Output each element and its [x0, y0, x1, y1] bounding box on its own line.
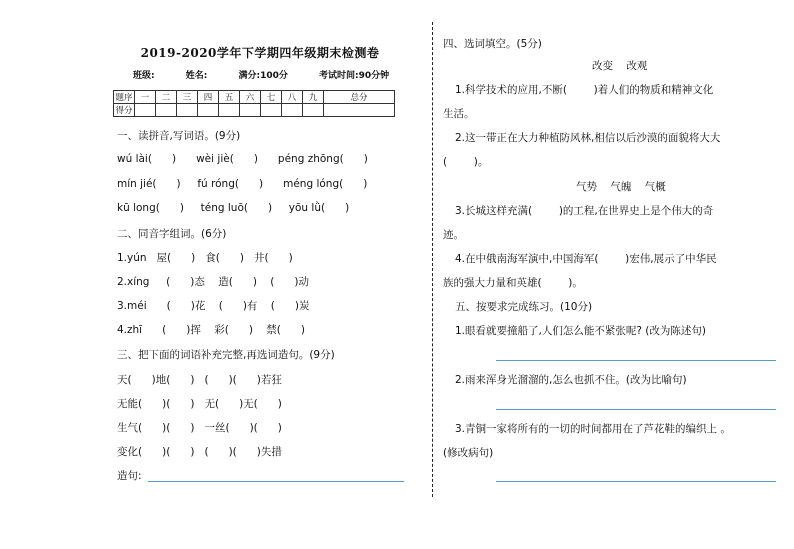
- class-label: 班级:: [133, 71, 155, 81]
- homophone-line: 3.méi ( )花 ( )有 ( )炭: [117, 300, 310, 312]
- question-text: 迹。: [443, 229, 464, 241]
- answer-line[interactable]: [496, 409, 776, 410]
- score-blank[interactable]: [156, 104, 177, 117]
- pinyin-line: kū long( ) téng luō( ) yōu lǜ( ): [117, 202, 350, 214]
- word-choices-2: 气势 气魄 气概: [576, 181, 666, 193]
- score-blank[interactable]: [261, 104, 282, 117]
- score-cell: 九: [303, 91, 324, 104]
- score-value-row: [114, 104, 395, 117]
- sentence-answer-line[interactable]: [148, 481, 404, 482]
- section-2-title: 二、同音字组词。(6分): [117, 228, 227, 240]
- exercise-text: 2.雨来浑身光溜溜的,怎么也抓不住。(改为比喻句): [455, 374, 687, 386]
- exercise-text: 1.眼看就要撞船了,人们怎么能不紧张呢? (改为陈述句): [455, 325, 706, 337]
- score-blank[interactable]: [177, 104, 198, 117]
- question-text: 4.在中俄南海军演中,中国海军( )宏伟,展示了中华民: [455, 253, 717, 265]
- answer-line[interactable]: [496, 481, 776, 482]
- answer-line[interactable]: [496, 360, 776, 361]
- section-1-title: 一、读拼音,写词语。(9分): [117, 130, 241, 142]
- question-text: 1.科学技术的应用,不断( )着人们的物质和精神文化: [455, 84, 714, 96]
- word-choices-1: 改变 改观: [592, 60, 648, 72]
- section-3-title: 三、把下面的词语补充完整,再选词造句。(9分): [117, 349, 335, 361]
- score-row-label: 得分: [114, 104, 135, 117]
- score-cell: 一: [135, 91, 156, 104]
- exam-title: 2019-2020学年下学期四年级期末检测卷: [140, 46, 380, 60]
- score-blank[interactable]: [240, 104, 261, 117]
- homophone-line: 1.yún 屋( ) 食( ) 井( ): [117, 252, 293, 264]
- section-4-title: 四、选词填空。(5分): [443, 38, 542, 50]
- score-cell: 四: [198, 91, 219, 104]
- pinyin-line: wú lài( ) wèi jiè( ) péng zhōng( ): [117, 153, 368, 165]
- homophone-line: 2.xíng ( )态 造( ) ( )动: [117, 276, 310, 288]
- score-header-row: [114, 91, 395, 104]
- exercise-text: (修改病句): [443, 447, 494, 459]
- score-blank[interactable]: [324, 104, 395, 117]
- score-cell: 六: [240, 91, 261, 104]
- score-blank[interactable]: [219, 104, 240, 117]
- question-text: 族的强大力量和英雄( )。: [443, 277, 583, 289]
- score-cell: 五: [219, 91, 240, 104]
- question-text: 2.这一带正在大力种植防风林,相信以后沙漠的面貌将大大: [455, 132, 721, 144]
- exercise-text: 3.青铜一家将所有的一切的时间都用在了芦花鞋的编织上 。: [455, 423, 731, 435]
- score-blank[interactable]: [198, 104, 219, 117]
- exam-time: 考试时间:90分钟: [319, 71, 390, 81]
- question-text: 生活。: [443, 108, 475, 120]
- score-cell: 七: [261, 91, 282, 104]
- idiom-line: 变化( )( ) ( )( )失措: [117, 446, 282, 458]
- question-text: 3.长城这样充满( )的工程,在世界史上是个伟大的奇: [455, 205, 714, 217]
- score-cell: 八: [282, 91, 303, 104]
- question-text: ( )。: [443, 156, 489, 168]
- section-5-title: 五、按要求完成练习。(10分): [455, 301, 593, 313]
- idiom-line: 生气( )( ) 一丝( )( ): [117, 422, 282, 434]
- score-cell: 题序: [114, 91, 135, 104]
- idiom-line: 天( )地( ) ( )( )若狂: [117, 374, 282, 386]
- score-cell: 二: [156, 91, 177, 104]
- score-blank[interactable]: [282, 104, 303, 117]
- score-blank[interactable]: [303, 104, 324, 117]
- name-label: 姓名:: [185, 71, 208, 81]
- exam-meta: [133, 68, 417, 81]
- homophone-line: 4.zhī ( )挥 彩( ) 禁( ): [117, 324, 305, 336]
- score-cell: 总分: [324, 91, 395, 104]
- score-cell: 三: [177, 91, 198, 104]
- fold-divider: [432, 22, 433, 497]
- score-table: [113, 90, 395, 117]
- pinyin-line: mín jié( ) fú róng( ) méng lóng( ): [117, 178, 368, 190]
- sentence-label: 造句:: [117, 470, 142, 482]
- score-blank[interactable]: [135, 104, 156, 117]
- full-score: 满分:100分: [238, 71, 288, 81]
- idiom-line: 无能( )( ) 无( )无( ): [117, 398, 282, 410]
